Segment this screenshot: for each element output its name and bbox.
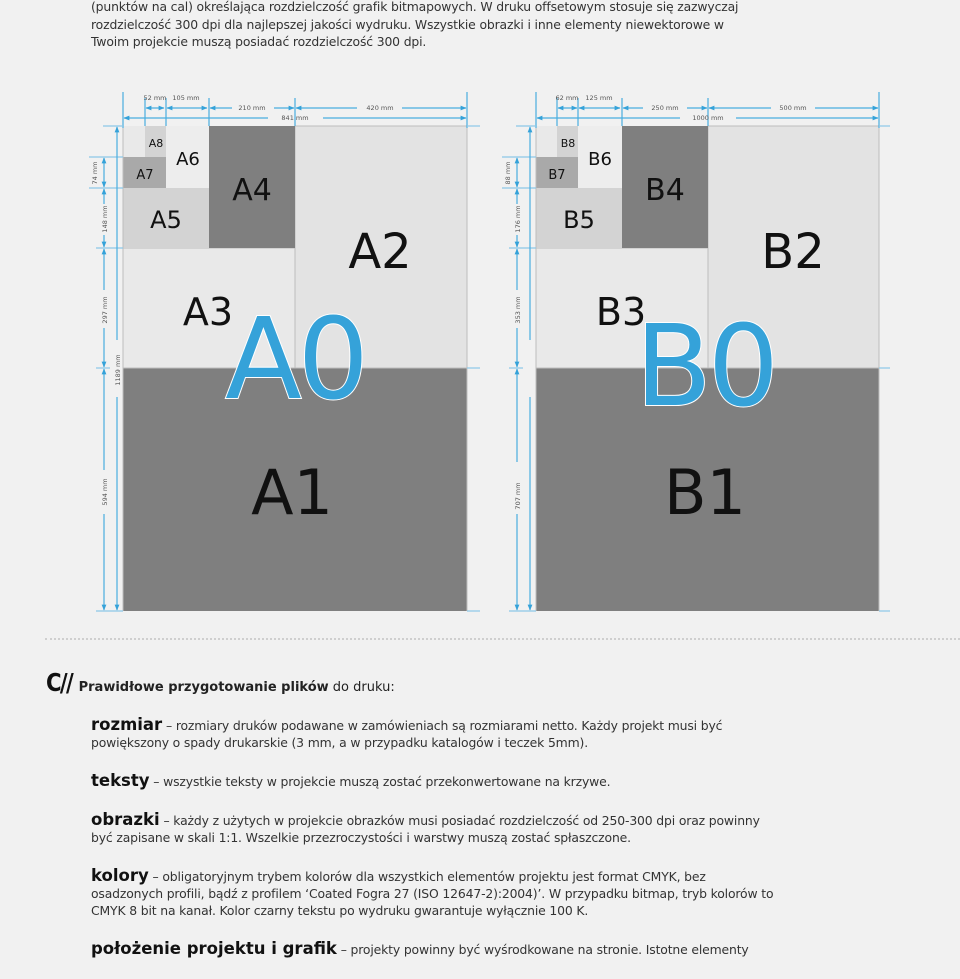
item-text: – wszystkie teksty w projekcie muszą zostać przekonwertowane na krzywe. <box>149 774 611 789</box>
list-item <box>91 867 781 919</box>
dim-b1-height: 707 mm <box>514 482 522 510</box>
preparation-list <box>91 716 781 979</box>
dim-a6-width: 105 mm <box>172 94 200 102</box>
a-series-diagram <box>89 92 480 611</box>
label-b3: B3 <box>595 290 647 334</box>
item-term: teksty <box>91 771 150 790</box>
label-a6: A6 <box>176 149 200 170</box>
dim-b6-width: 125 mm <box>585 94 613 102</box>
item-text: – projekty powinny być wyśrodkowane na stronie. Istotne elementy <box>336 942 749 957</box>
list-item <box>91 716 781 751</box>
label-b7: B7 <box>548 168 566 183</box>
list-item <box>91 940 781 958</box>
dim-a8-width: 52 mm <box>143 94 167 102</box>
item-text: – obligatoryjnym trybem kolorów dla wszystkich elementów projektu jest format CMYK, bez osadzonych profili, bądź z profilem ‘Coated Fogra 27 (ISO 12647-2):2004)’. W przypadku bitmap, tryb kolorów to CMYK 8 bit na kanał. Kolor czarny tekstu po wydruku gwarantuje wyłącznie 100 K. <box>91 869 774 918</box>
intro-line: rozdzielczość 300 dpi dla najlepszej jakości wydruku. Wszystkie obrazki i inne elementy niewektorowe w <box>91 16 724 32</box>
label-b8: B8 <box>560 137 576 150</box>
label-b4: B4 <box>645 173 685 208</box>
dim-a1-height: 594 mm <box>101 478 109 506</box>
dotted-divider <box>45 638 960 640</box>
section-title-rest: do druku: <box>328 680 395 695</box>
section-title-bold: Prawidłowe przygotowanie plików <box>78 680 329 695</box>
dim-b7-height: 88 mm <box>504 161 512 185</box>
dim-a7-height: 74 mm <box>91 161 99 185</box>
section-c-heading <box>46 668 395 697</box>
label-a8: A8 <box>148 137 164 150</box>
sheet-b-blank <box>536 126 557 157</box>
label-b6: B6 <box>588 149 612 170</box>
dim-a0-width: 841 mm <box>281 114 309 122</box>
dim-b5-height: 176 mm <box>514 205 522 233</box>
label-a7: A7 <box>136 168 154 183</box>
dim-a5-height: 148 mm <box>101 205 109 233</box>
dim-b2-width: 500 mm <box>779 104 807 112</box>
label-b1: B1 <box>664 456 746 529</box>
dim-a3-height: 297 mm <box>101 296 109 324</box>
item-term: obrazki <box>91 810 160 829</box>
big-label-b0: B0 <box>634 302 776 432</box>
item-term: położenie projektu i grafik <box>91 939 337 958</box>
item-term: rozmiar <box>91 715 163 734</box>
list-item <box>91 811 781 846</box>
label-a4: A4 <box>232 173 272 208</box>
item-term: kolory <box>91 866 149 885</box>
section-letter: C// <box>46 668 73 697</box>
dim-b8-width: 62 mm <box>555 94 579 102</box>
list-item <box>91 772 781 790</box>
dim-a0-height: 1189 mm <box>114 354 122 386</box>
label-a2: A2 <box>348 224 412 280</box>
label-a3: A3 <box>182 290 234 334</box>
item-text: – każdy z użytych w projekcie obrazków musi posiadać rozdzielczość od 250-300 dpi oraz powinny być zapisane w skali 1:1. Wszelkie przezroczystości i warstwy muszą zostać spłaszczone. <box>91 813 760 845</box>
label-b2: B2 <box>761 224 825 280</box>
item-text: – rozmiary druków podawane w zamówieniach są rozmiarami netto. Każdy projekt musi być powiększony o spady drukarskie (3 mm, a w przypadku katalogów i teczek 5mm). <box>91 718 723 750</box>
label-a1: A1 <box>251 456 333 529</box>
b-series-diagram <box>502 92 890 611</box>
big-label-a0: A0 <box>225 295 365 425</box>
section-title <box>79 680 395 695</box>
intro-line: Twoim projekcie muszą posiadać rozdzielczość 300 dpi. <box>91 34 427 49</box>
dim-b4-width: 250 mm <box>651 104 679 112</box>
dim-a2-width: 420 mm <box>366 104 394 112</box>
dim-b0-width: 1000 mm <box>692 114 724 122</box>
dim-a4-width: 210 mm <box>238 104 266 112</box>
sheet-a-blank <box>123 126 145 157</box>
label-a5: A5 <box>150 206 182 234</box>
label-b5: B5 <box>563 206 595 234</box>
intro-line: (punktów na cal) określająca rozdzielczość grafik bitmapowych. W druku offsetowym stosuje się zazwyczaj <box>91 0 739 14</box>
dim-b3-height: 353 mm <box>514 296 522 324</box>
